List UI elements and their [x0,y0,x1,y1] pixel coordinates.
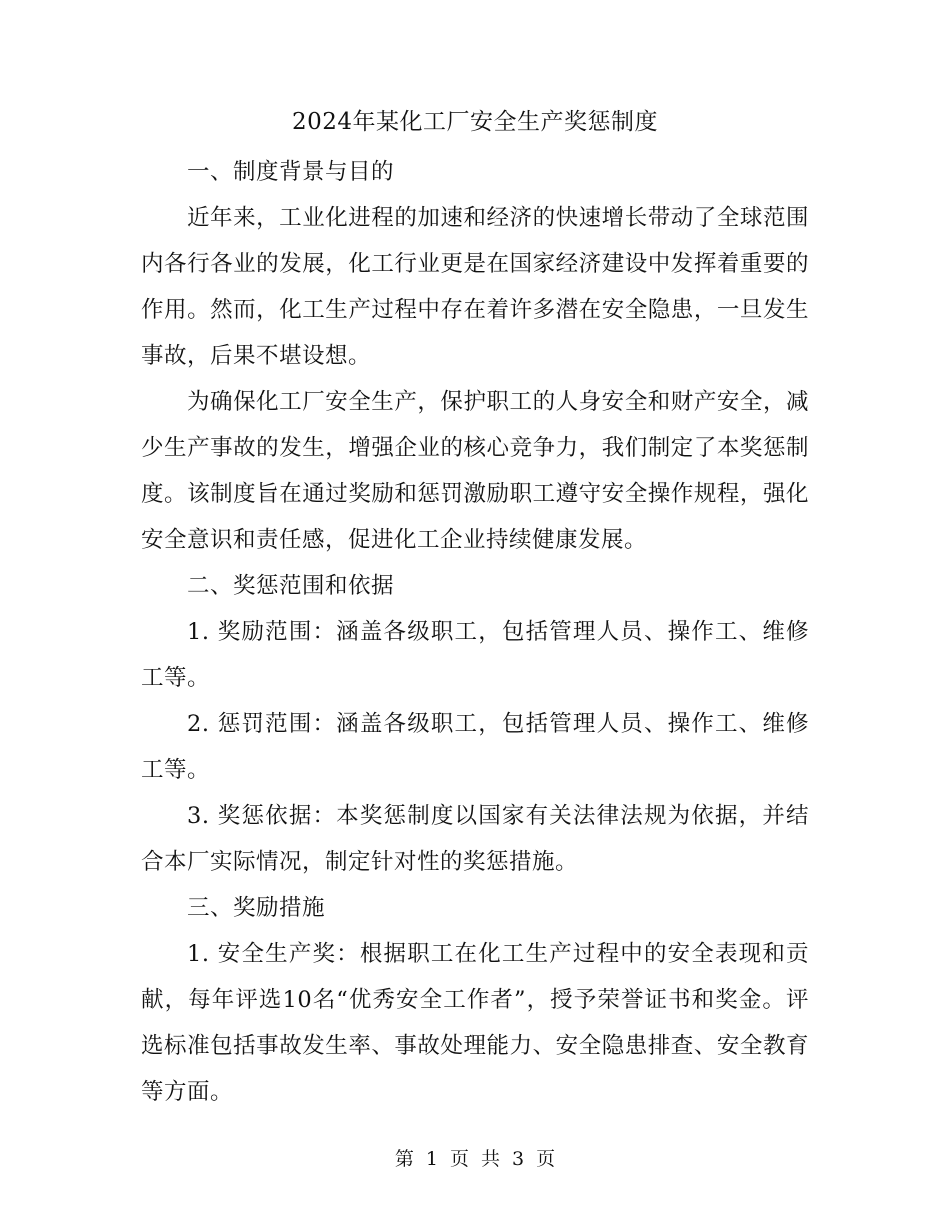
page-footer: 第 1 页 共 3 页 [394,1148,556,1170]
paragraph: 近年来，工业化进程的加速和经济的快速增长带动了全球范围内各行各业的发展，化工行业更是在国家经济建设中发挥着重要的作用。然而，化工生产过程中存在着许多潜在安全隐患，一旦发生事故，后果不堪设想。 [141,205,809,369]
document-body [141,149,809,1115]
section-scope [141,563,809,885]
document-title: 2024年某化工厂安全生产奖惩制度 [291,109,659,135]
section-rewards [141,885,809,1115]
section-heading: 一、制度背景与目的 [187,159,395,185]
section-heading: 三、奖励措施 [187,895,326,921]
section-background [141,149,809,563]
list-item: 3. 奖惩依据：本奖惩制度以国家有关法律法规为依据，并结合本厂实际情况，制定针对性的奖惩措施。 [141,803,809,875]
paragraph: 为确保化工厂安全生产，保护职工的人身安全和财产安全，减少生产事故的发生，增强企业的核心竞争力，我们制定了本奖惩制度。该制度旨在通过奖励和惩罚激励职工遵守安全操作规程，强化安全意识和责任感，促进化工企业持续健康发展。 [141,389,809,553]
section-heading: 二、奖惩范围和依据 [187,573,395,599]
list-item: 1. 奖励范围：涵盖各级职工，包括管理人员、操作工、维修工等。 [141,619,809,691]
list-item: 2. 惩罚范围：涵盖各级职工，包括管理人员、操作工、维修工等。 [141,711,809,783]
list-item: 1. 安全生产奖：根据职工在化工生产过程中的安全表现和贡献，每年评选10名“优秀安全工作者”，授予荣誉证书和奖金。评选标准包括事故发生率、事故处理能力、安全隐患排查、安全教育等方面。 [141,941,809,1105]
